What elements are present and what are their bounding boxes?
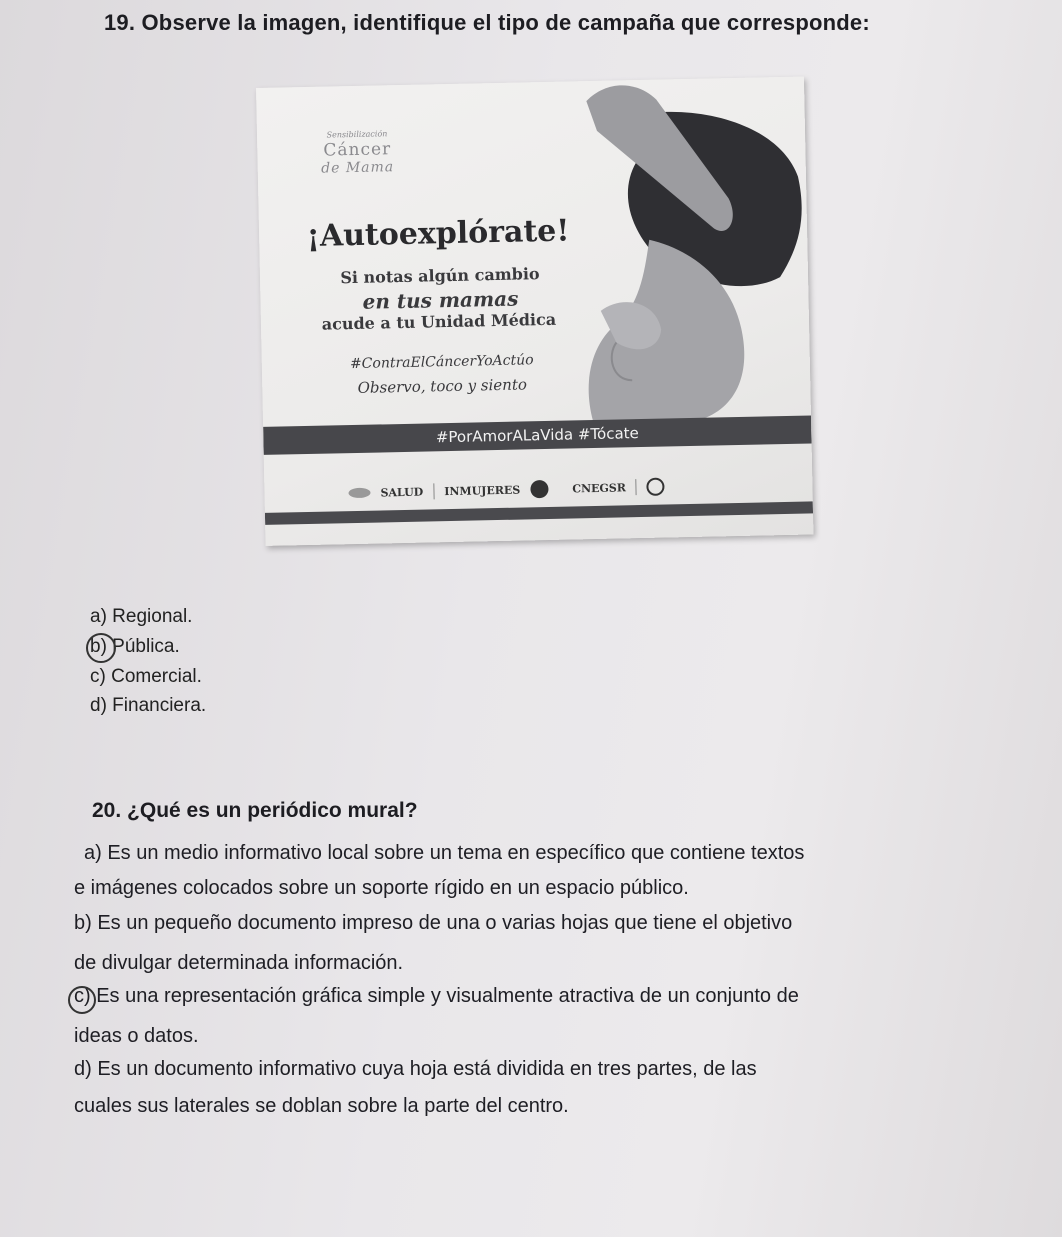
answer-circle-mark (68, 986, 96, 1014)
logo-salud: SALUD (380, 485, 424, 499)
poster-cancer: Cáncer (323, 139, 392, 161)
poster-sensibilizacion: Sensibilización (326, 129, 388, 140)
q20-option-a-line-2: e imágenes colocados sobre un soporte rígido en un espacio público. (74, 877, 689, 899)
q20-option-b-line-1: b) Es un pequeño documento impreso de una o varias hojas que tiene el objetivo (74, 912, 793, 934)
q19-option-c: c) Comercial. (90, 666, 202, 687)
poster-de-mama: de Mama (321, 159, 395, 177)
poster-line-3: acude a tu Unidad Médica (321, 309, 557, 334)
poster-observo: Observo, toco y siento (357, 375, 528, 397)
q20-option-b-line-2: de divulgar determinada información. (74, 952, 404, 974)
q20-option-d-line-1: d) Es un documento informativo cuya hoja está dividida en tres partes, de las (74, 1058, 757, 1080)
q20-option-d-line-2: cuales sus laterales se doblan sobre la parte del centro. (74, 1095, 569, 1117)
logo-divider (636, 479, 637, 495)
logo-cnegsr: CNEGSR (572, 480, 627, 495)
q19-option-a: a) Regional. (90, 606, 193, 627)
q19-option-b: b) Pública. (90, 636, 180, 657)
poster-band-hashtags: #PorAmorALaVida #Tócate (435, 424, 639, 447)
poster-hashtag: #ContraElCáncerYoActúo (349, 352, 534, 373)
q20-option-c-line-1: c) Es una representación gráfica simple y visualmente atractiva de un conjunto de (74, 985, 799, 1007)
question-19-title: 19. Observe la imagen, identifique el tipo de campaña que corresponde: (104, 10, 870, 35)
logo-divider (433, 483, 434, 499)
question-20-title: 20. ¿Qué es un periódico mural? (92, 799, 418, 822)
institution-logo-icon (647, 478, 665, 496)
salud-logo-icon (348, 488, 370, 498)
answer-circle-mark (86, 633, 116, 663)
q20-option-a-line-1: a) Es un medio informativo local sobre un tema en específico que contiene textos (84, 842, 805, 864)
poster-line-1: Si notas algún cambio (340, 264, 540, 288)
poster-headline: ¡Autoexplórate! (306, 213, 570, 254)
inmujeres-20-icon (530, 480, 548, 498)
logo-inmujeres: INMUJERES (444, 483, 521, 498)
campaign-poster (256, 77, 813, 546)
q19-option-d: d) Financiera. (90, 695, 207, 716)
poster-line-2: en tus mamas (362, 286, 519, 314)
q20-option-c-line-2: ideas o datos. (74, 1025, 199, 1047)
